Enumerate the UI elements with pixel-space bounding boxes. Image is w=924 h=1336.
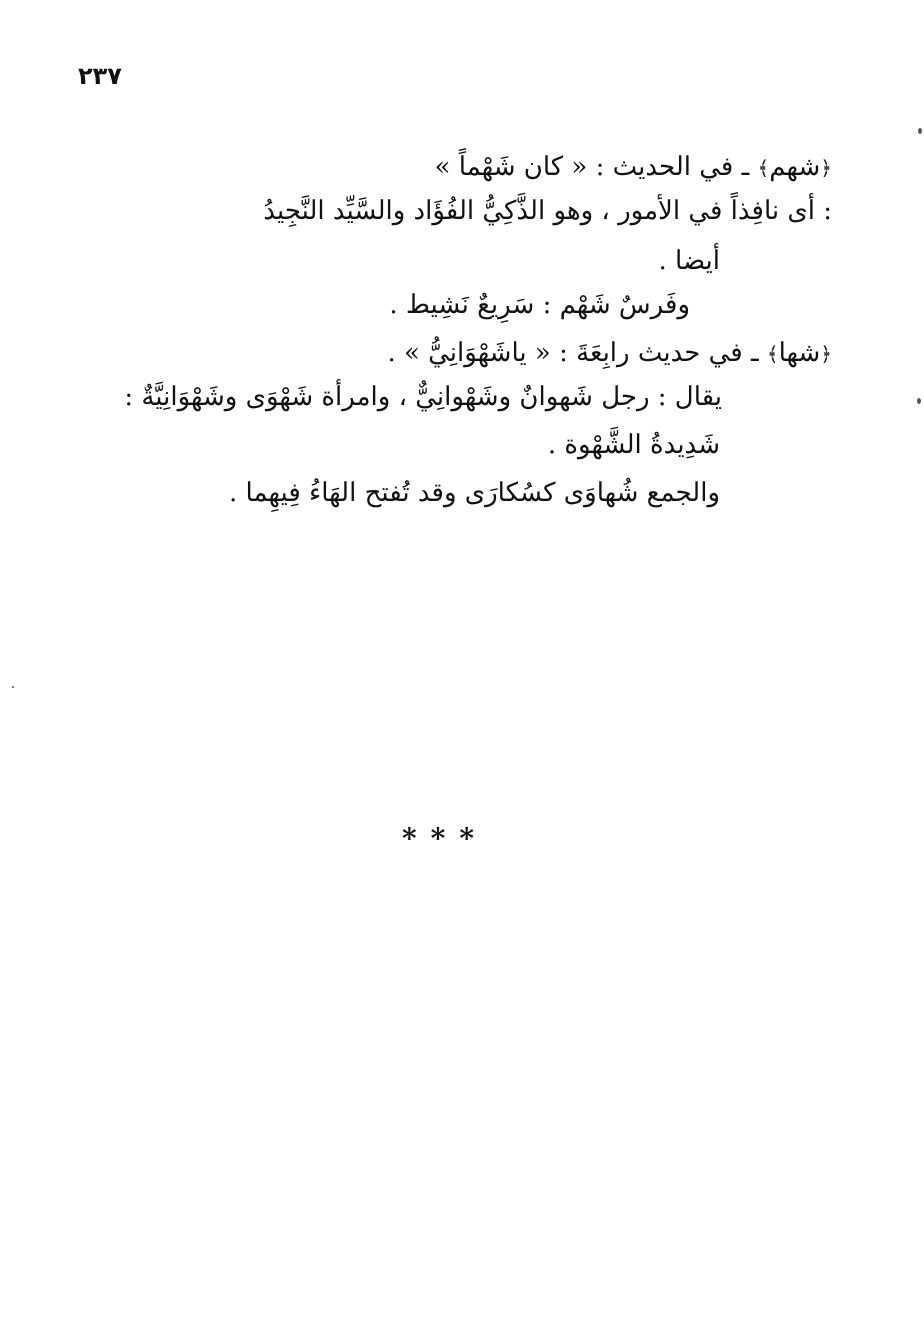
headword-ornament-close: ﴾ (757, 156, 770, 180)
entry-line (435, 150, 832, 185)
scan-speck (917, 398, 921, 404)
section-separator: *** (402, 822, 488, 855)
entry-line: يقال : رجل شَهوانٌ وشَهْوانِيٌّ ، وامرأة شَهْوَى وشَهْوَانِيَّةٌ : (124, 382, 722, 412)
scan-speck (918, 128, 922, 134)
headword-ornament-open: ﴿ (820, 342, 832, 366)
entry-line: شَدِيدةُ الشَّهْوة . (547, 430, 720, 460)
page-number: ٢٣٧ (78, 62, 122, 90)
headword-ornament-open: ﴿ (820, 156, 832, 180)
headword: شهم (769, 152, 821, 182)
headword-ornament-close: ﴾ (766, 342, 779, 366)
entry-line: أيضا . (658, 246, 720, 276)
entry-line: وفَرسٌ شَهْم : سَرِيعٌ نَشِيط . (389, 290, 690, 320)
entry-line: والجمع شُهاوَى كسُكارَى وقد تُفتح الهَاءُ فِيهِما . (229, 478, 720, 508)
headword: شها (778, 338, 821, 368)
entry-text: ـ في حديث رابِعَةَ : « ياشَهْوَانِيُّ » . (387, 338, 759, 368)
entry-line: : أى نافِذاً في الأمور ، وهو الذَّكِيُّ الفُؤَاد والسَّيِّد النَّجِيدُ (263, 196, 832, 226)
entry-line (387, 336, 832, 371)
scan-speck (12, 686, 14, 688)
entry-text: ـ في الحديث : « كان شَهْماً » (434, 152, 750, 182)
